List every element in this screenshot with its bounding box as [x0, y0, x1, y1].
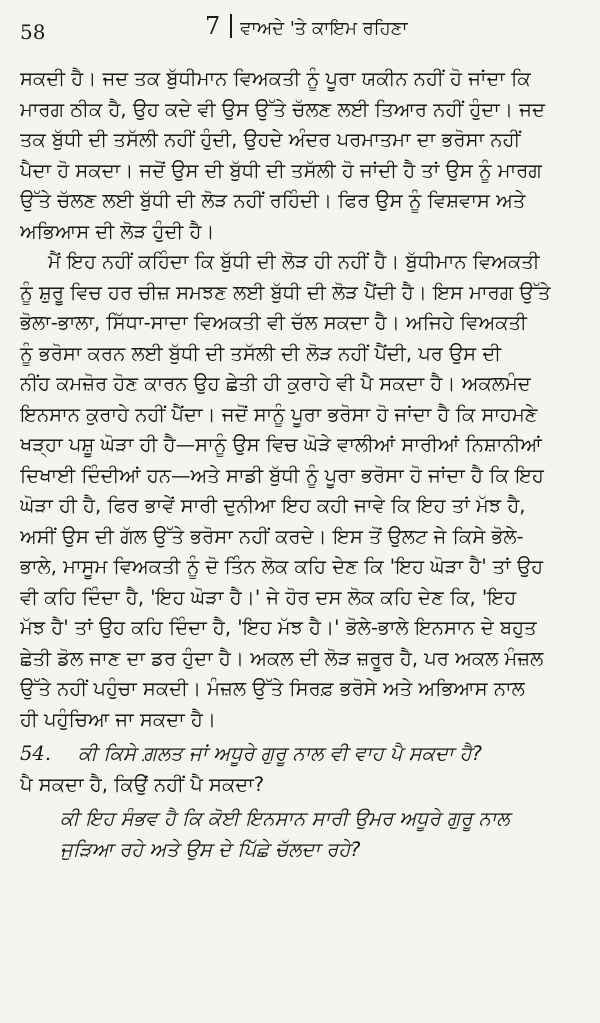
chapter-divider [230, 14, 232, 38]
followup-question-line: ਜੁੜਿਆ ਰਹੇ ਅਤੇ ਉਸ ਦੇ ਪਿੱਛੇ ਚੱਲਦਾ ਰਹੇ? [60, 837, 361, 861]
text-line: ਤਕ ਬੁੱਧੀ ਦੀ ਤਸੱਲੀ ਨਹੀਂ ਹੁੰਦੀ, ਉਹਦੇ ਅੰਦਰ ਪਰਮਾਤਮਾ ਦਾ ਭਰੋਸਾ ਨਹੀਂ [20, 128, 521, 151]
paragraph-2 [20, 247, 592, 735]
answer-line: ਪੈ ਸਕਦਾ ਹੈ, ਕਿਉਂ ਨਹੀਂ ਪੈ ਸਕਦਾ? [20, 772, 265, 796]
text-line: ਸਕਦੀ ਹੈ। ਜਦ ਤਕ ਬੁੱਧੀਮਾਨ ਵਿਅਕਤੀ ਨੂੰ ਪੂਰਾ ਯਕੀਨ ਨਹੀਂ ਹੋ ਜਾਂਦਾ ਕਿ [20, 67, 531, 90]
page-number: 58 [20, 20, 46, 44]
text-line: ਨੂੰ ਭਰੋਸਾ ਕਰਨ ਲਈ ਬੁੱਧੀ ਦੀ ਤਸੱਲੀ ਦੀ ਲੋੜ ਨਹੀਂ ਪੈਂਦੀ, ਪਰ ਉਸ ਦੀ [20, 341, 502, 365]
text-line: ਉੱਤੇ ਨਹੀਂ ਪਹੁੰਚਾ ਸਕਦੀ। ਮੰਜ਼ਲ ਉੱਤੇ ਸਿਰਫ਼ ਭਰੋਸੇ ਅਤੇ ਅਭਿਆਸ ਨਾਲ [20, 677, 525, 700]
text-line: ਛੇਤੀ ਡੋਲ ਜਾਣ ਦਾ ਡਰ ਹੁੰਦਾ ਹੈ। ਅਕਲ ਦੀ ਲੋੜ ਜ਼ਰੂਰ ਹੈ, ਪਰ ਅਕਲ ਮੰਜ਼ਲ [20, 646, 544, 670]
text-line: ਇਨਸਾਨ ਕੁਰਾਹੇ ਨਹੀਂ ਪੈਂਦਾ। ਜਦੋਂ ਸਾਨੂੰ ਪੂਰਾ ਭਰੋਸਾ ਹੋ ਜਾਂਦਾ ਹੈ ਕਿ ਸਾਹਮਣੇ [20, 402, 538, 426]
text-line: ਮਾਰਗ ਠੀਕ ਹੈ, ਉਹ ਕਦੇ ਵੀ ਉਸ ਉੱਤੇ ਚੱਲਣ ਲਈ ਤਿਆਰ ਨਹੀਂ ਹੁੰਦਾ। ਜਦ [20, 97, 545, 121]
text-line: ਨੀਂਹ ਕਮਜ਼ੋਰ ਹੋਣ ਕਾਰਨ ਉਹ ਛੇਤੀ ਹੀ ਕੁਰਾਹੇ ਵੀ ਪੈ ਸਕਦਾ ਹੈ। ਅਕਲਮੰਦ [20, 372, 531, 395]
text-line: ਭੋਲਾ-ਭਾਲਾ, ਸਿੱਧਾ-ਸਾਦਾ ਵਿਅਕਤੀ ਵੀ ਚੱਲ ਸਕਦਾ ਹੈ। ਅਜਿਹੇ ਵਿਅਕਤੀ [20, 311, 527, 334]
body-text [20, 64, 592, 865]
text-line: ਪੈਦਾ ਹੋ ਸਕਦਾ। ਜਦੋਂ ਉਸ ਦੀ ਬੁੱਧੀ ਦੀ ਤਸੱਲੀ ਹੋ ਜਾਂਦੀ ਹੈ ਤਾਂ ਉਸ ਨੂੰ ਮਾਰਗ [20, 158, 542, 182]
text-line: ਉੱਤੇ ਚੱਲਣ ਲਈ ਬੁੱਧੀ ਦੀ ਲੋੜ ਨਹੀਂ ਰਹਿੰਦੀ। ਫਿਰ ਉਸ ਨੂੰ ਵਿਸ਼ਵਾਸ ਅਤੇ [20, 189, 526, 212]
text-line: ਖੜ੍ਹਾ ਪਸ਼ੂ ਘੋੜਾ ਹੀ ਹੈ—ਸਾਨੂੰ ਉਸ ਵਿਚ ਘੋੜੇ ਵਾਲੀਆਂ ਸਾਰੀਆਂ ਨਿਸ਼ਾਨੀਆਂ [20, 433, 542, 456]
chapter-title: ਵਾਅਦੇ 'ਤੇ ਕਾਇਮ ਰਹਿਣਾ [240, 18, 408, 39]
text-line: ਭਾਲੇ, ਮਾਸੂਮ ਵਿਅਕਤੀ ਨੂੰ ਦੋ ਤਿੰਨ ਲੋਕ ਕਹਿ ਦੇਣ ਕਿ 'ਇਹ ਘੋੜਾ ਹੈ' ਤਾਂ ਉਹ [20, 555, 544, 578]
text-line: ਦਿਖਾਈ ਦਿੰਦੀਆਂ ਹਨ—ਅਤੇ ਸਾਡੀ ਬੁੱਧੀ ਨੂੰ ਪੂਰਾ ਭਰੋਸਾ ਹੋ ਜਾਂਦਾ ਹੈ ਕਿ ਇਹ [20, 463, 544, 487]
text-line: ਘੋੜਾ ਹੀ ਹੈ, ਫਿਰ ਭਾਵੇਂ ਸਾਰੀ ਦੁਨੀਆ ਇਹ ਕਹੀ ਜਾਵੇ ਕਿ ਇਹ ਤਾਂ ਮੱਝ ਹੈ, [20, 494, 526, 517]
paragraph-1 [20, 64, 592, 247]
text-line: ਮੱਝ ਹੈ' ਤਾਂ ਉਹ ਕਹਿ ਦਿੰਦਾ ਹੈ, 'ਇਹ ਮੱਝ ਹੈ।' ਭੋਲੇ-ਭਾਲੇ ਇਨਸਾਨ ਦੇ ਬਹੁਤ [20, 616, 537, 639]
question-line [20, 739, 592, 770]
text-line: ਅਸੀਂ ਉਸ ਦੀ ਗੱਲ ਉੱਤੇ ਭਰੋਸਾ ਨਹੀਂ ਕਰਦੇ। ਇਸ ਤੋਂ ਉਲਟ ਜੇ ਕਿਸੇ ਭੋਲੇ- [20, 524, 524, 548]
question-text: ਕੀ ਕਿਸੇ ਗ਼ਲਤ ਜਾਂ ਅਧੂਰੇ ਗੁਰੂ ਨਾਲ ਵੀ ਵਾਹ ਪੈ ਸਕਦਾ ਹੈ? [78, 742, 482, 765]
text-line: ਹੀ ਪਹੁੰਚਿਆ ਜਾ ਸਕਦਾ ਹੈ। [20, 707, 217, 731]
text-line: ਵੀ ਕਹਿ ਦਿੰਦਾ ਹੈ, 'ਇਹ ਘੋੜਾ ਹੈ।' ਜੇ ਹੋਰ ਦਸ ਲੋਕ ਕਹਿ ਦੇਣ ਕਿ, 'ਇਹ [20, 585, 517, 609]
chapter-heading [205, 12, 408, 40]
page-header [0, 8, 600, 48]
text-line: ਅਭਿਆਸ ਦੀ ਲੋੜ ਹੁੰਦੀ ਹੈ। [20, 219, 215, 243]
question-number: 54. [20, 742, 52, 765]
text-line: ਨੂੰ ਸ਼ੁਰੂ ਵਿਚ ਹਰ ਚੀਜ਼ ਸਮਝਣ ਲਈ ਬੁੱਧੀ ਦੀ ਲੋੜ ਪੈਂਦੀ ਹੈ। ਇਸ ਮਾਰਗ ਉੱਤੇ [20, 280, 551, 304]
chapter-number: 7 [205, 12, 221, 40]
text-line: ਮੈਂ ਇਹ ਨਹੀਂ ਕਹਿੰਦਾ ਕਿ ਬੁੱਧੀ ਦੀ ਲੋੜ ਹੀ ਨਹੀਂ ਹੈ। ਬੁੱਧੀਮਾਨ ਵਿਅਕਤੀ [48, 250, 540, 273]
followup-question-line: ਕੀ ਇਹ ਸੰਭਵ ਹੈ ਕਿ ਕੋਈ ਇਨਸਾਨ ਸਾਰੀ ਉਮਰ ਅਧੂਰੇ ਗੁਰੂ ਨਾਲ [60, 807, 510, 830]
